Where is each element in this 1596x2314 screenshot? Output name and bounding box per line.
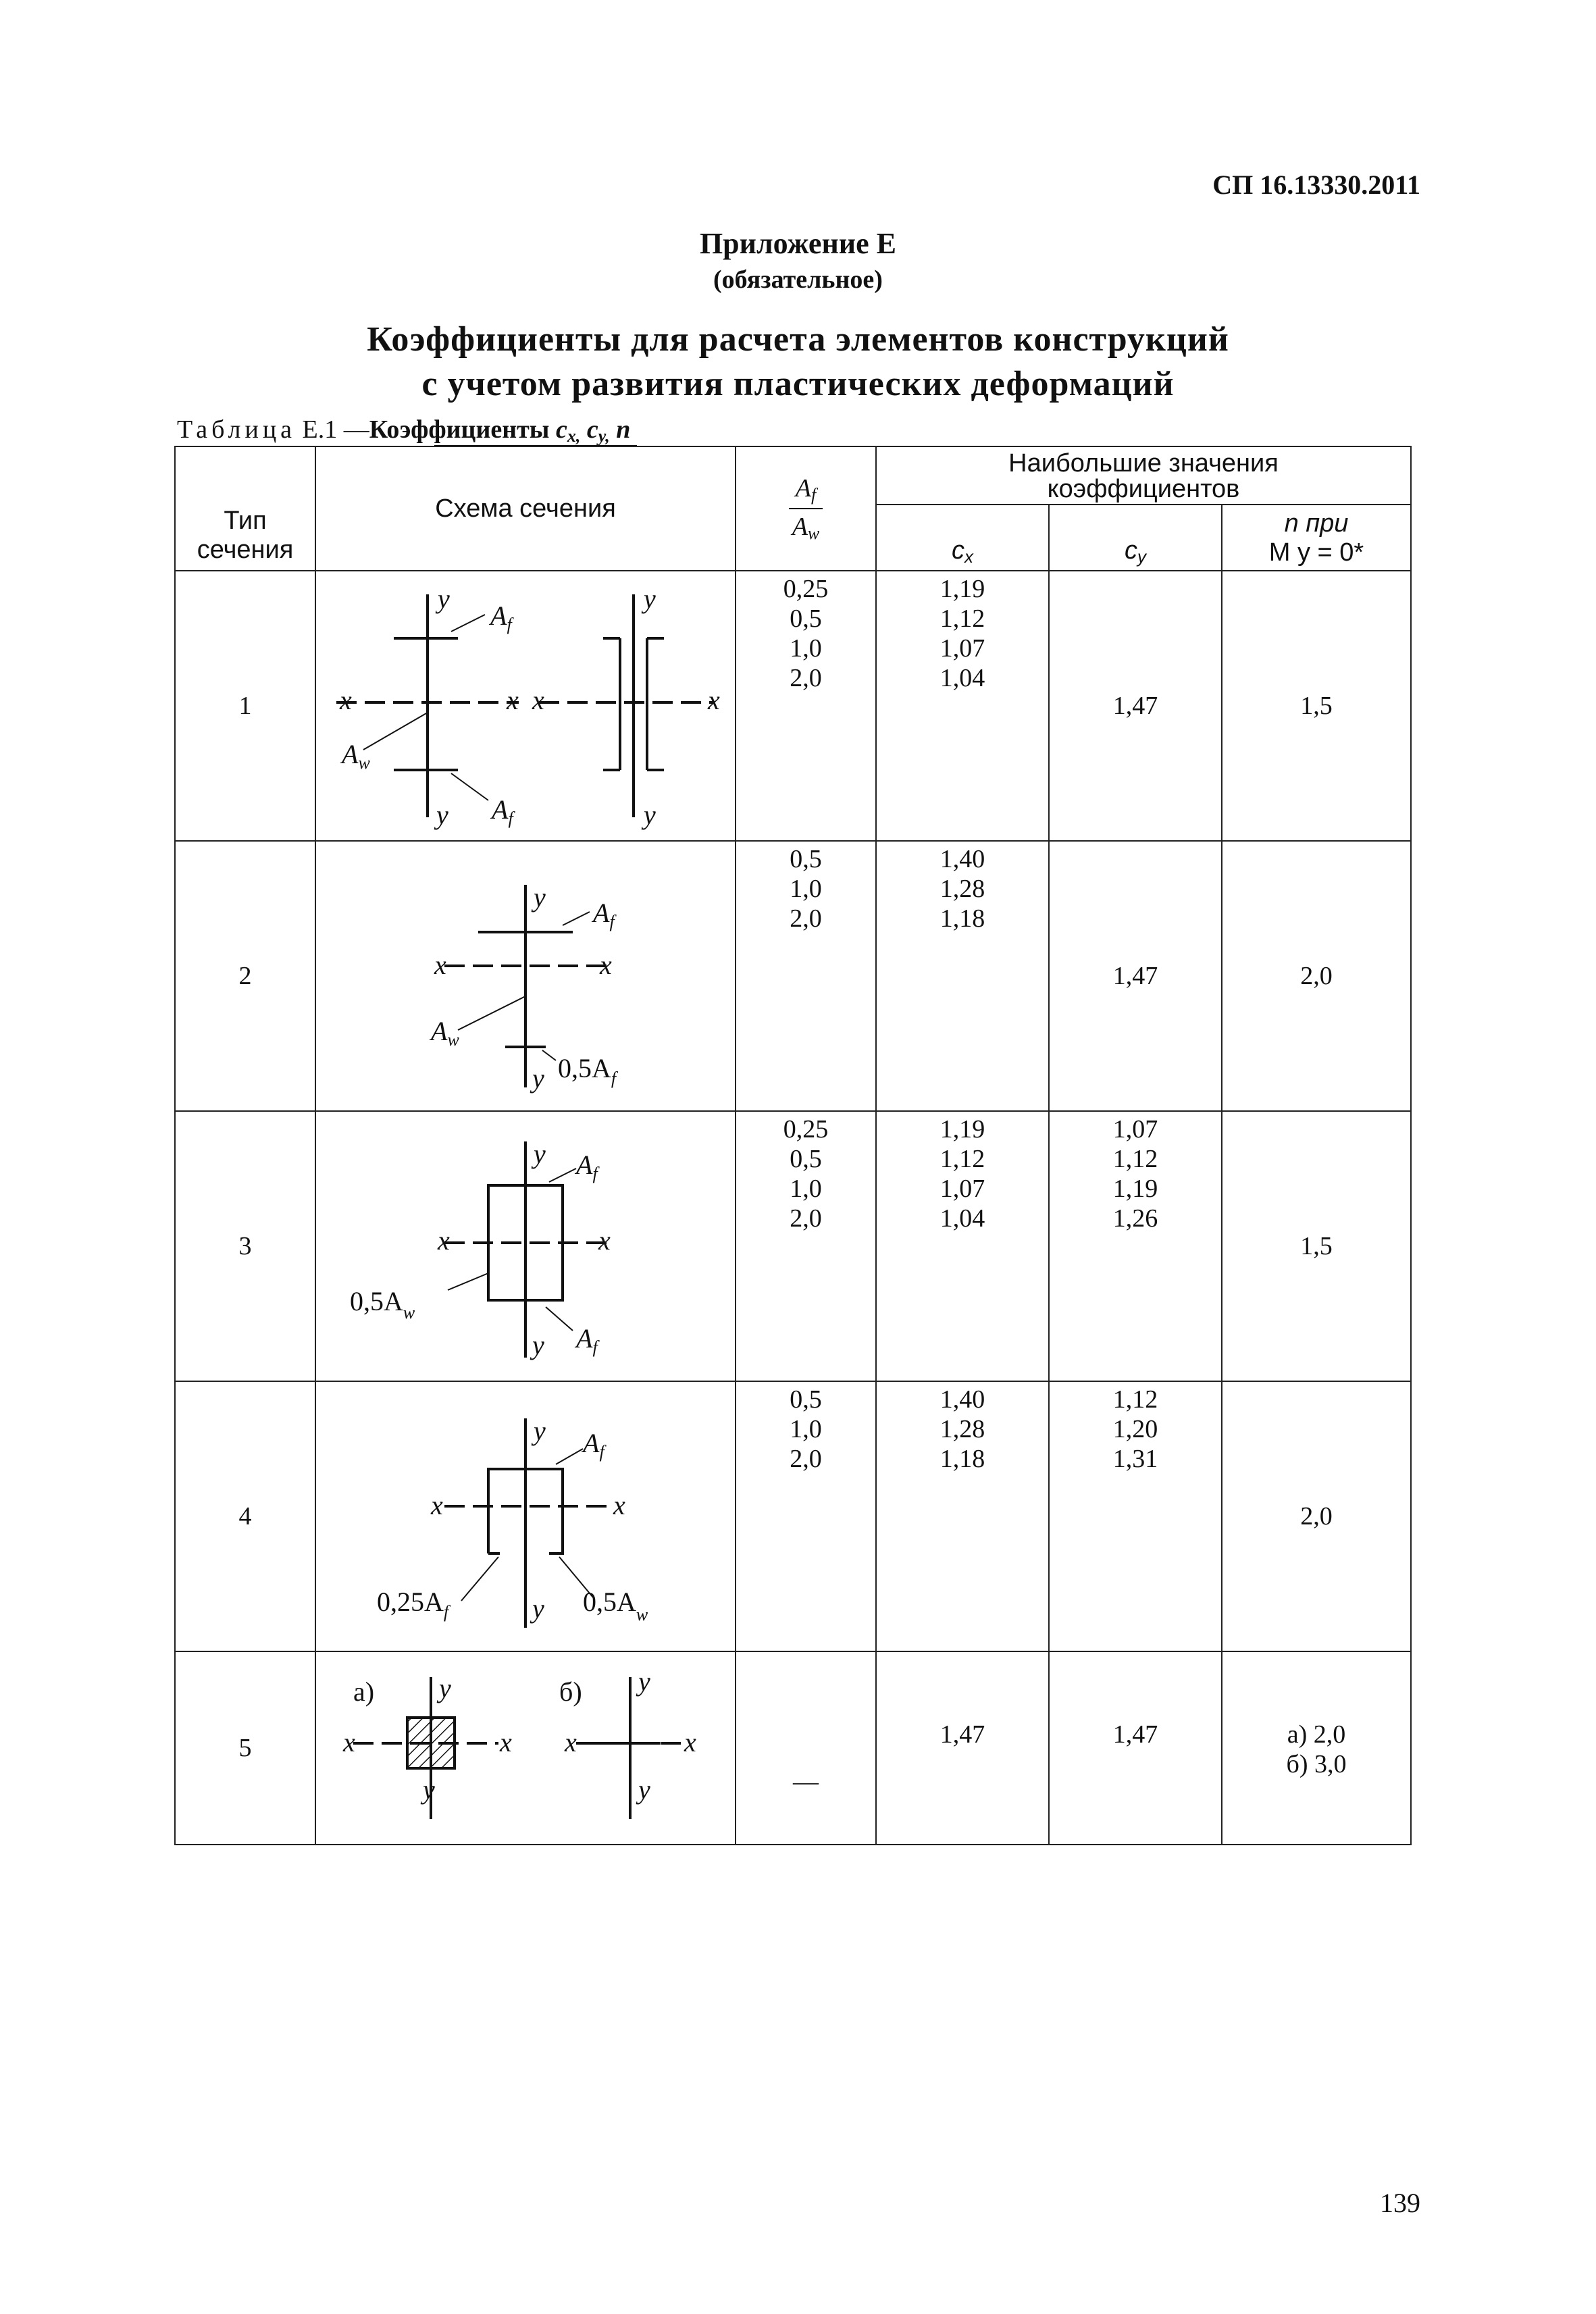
scheme-2-half-af: $0,5A_f$ [558,1053,617,1088]
scheme-1-axis-x-left-2: x [532,685,544,715]
table-row [175,571,1411,841]
row-5-n [1222,1651,1411,1845]
header-type: Тип сечения [175,446,315,571]
scheme-3-axis-x-left: x [438,1225,450,1256]
scheme-2-axis-x-left: x [434,950,446,980]
scheme-5-b-axis-y-bottom: y [638,1774,650,1805]
row-3-cy: 1,07 1,12 1,19 1,26 [1049,1111,1222,1381]
scheme-5-a-axis-y-bottom: y [423,1774,435,1805]
header-cx: $c_x$ [876,505,1049,571]
scheme-3-af-bottom: $A_f$ [576,1323,598,1357]
scheme-1-axis-y-top-right: y [644,584,656,614]
row-4-cx: 1,40 1,28 1,18 [876,1381,1049,1651]
table-caption-n: n [616,415,631,444]
row-4-n: 2,0 [1222,1381,1411,1651]
row-2-cx: 1,40 1,28 1,18 [876,841,1049,1111]
row-5-type: 5 [175,1651,315,1845]
row-2-scheme [315,841,736,1111]
row-3-type: 3 [175,1111,315,1381]
scheme-2-diagram [323,844,728,1101]
coefficients-table [174,446,1412,1845]
scheme-4-af: $A_f$ [583,1428,604,1462]
scheme-5-a-axis-x-right: x [500,1727,512,1757]
row-5-n-a: а) 2,0 [1287,1720,1346,1749]
table-caption-text: Коэффициенты [369,415,550,444]
document-code: СП 16.13330.2011 [1212,170,1420,200]
row-3-n: 1,5 [1222,1111,1411,1381]
scheme-2-axis-y-bottom: y [532,1063,544,1094]
row-3-ratio: 0,25 0,5 1,0 2,0 [736,1111,876,1381]
row-1-scheme [315,571,736,841]
table-caption-dash: — [343,415,369,444]
scheme-4-half-aw: $0,5A_w$ [583,1587,648,1624]
row-1-n: 1,5 [1222,571,1411,841]
scheme-3-axis-y-bottom: y [532,1330,544,1360]
scheme-5-diagram [323,1657,728,1832]
row-1-ratio: 0,25 0,5 1,0 2,0 [736,571,876,841]
table-row [175,1381,1411,1651]
row-1-type: 1 [175,571,315,841]
row-4-scheme [315,1381,736,1651]
scheme-3-axis-y-top: y [534,1139,546,1169]
scheme-4-axis-x-right: x [613,1490,625,1520]
scheme-4-diagram [323,1385,728,1641]
header-scheme: Схема сечения [315,446,736,571]
scheme-5-label-b: б) [559,1676,582,1707]
scheme-5-b-axis-x-left: x [565,1727,577,1757]
appendix-note: (обязательное) [713,265,883,294]
scheme-4-axis-x-left: x [431,1490,443,1520]
scheme-3-diagram [323,1114,728,1371]
row-2-cy: 1,47 [1049,841,1222,1111]
table-caption [177,415,637,446]
table-caption-cy-sub: y, [598,426,610,446]
main-title-line-1: Коэффициенты для расчета элементов конструкций [367,320,1229,359]
main-title [0,317,1596,407]
row-4-type: 4 [175,1381,315,1651]
scheme-2-aw: $A_w$ [431,1016,459,1050]
scheme-4-axis-y-bottom: y [532,1593,544,1624]
scheme-2-axis-x-right: x [600,950,612,980]
table-caption-cx: c [555,415,567,444]
header-max-values: Наибольшие значения коэффициентов [876,446,1411,505]
scheme-5-a-axis-x-left: x [343,1727,355,1757]
scheme-1-af-top: $A_f$ [490,600,512,634]
scheme-5-b-axis-y-top: y [638,1666,650,1697]
table-caption-cx-sub: x, [567,426,581,446]
row-2-ratio: 0,5 1,0 2,0 [736,841,876,1111]
row-5-ratio: — [736,1651,876,1845]
scheme-1-aw: $A_w$ [342,739,370,773]
scheme-1-axis-x-right-2: x [708,685,720,715]
scheme-4-axis-y-top: y [534,1416,546,1446]
row-1-cx: 1,19 1,12 1,07 1,04 [876,571,1049,841]
table-row [175,1651,1411,1845]
row-3-scheme [315,1111,736,1381]
table-caption-prefix: Таблица [177,415,297,444]
header-n: n при M y = 0* [1222,505,1411,571]
scheme-5-b-axis-x-right: x [684,1727,696,1757]
row-5-n-b: б) 3,0 [1286,1750,1347,1778]
scheme-2-af: $A_f$ [593,898,615,931]
scheme-1-axis-y-top-left: y [438,584,450,614]
scheme-1-axis-x-left: x [340,685,352,715]
header-ratio: $\frac{A_f}{A_w}$ [736,446,876,571]
scheme-3-axis-x-right: x [598,1225,611,1256]
table-row [175,841,1411,1111]
scheme-1-axis-x-right: x [507,685,519,715]
row-2-type: 2 [175,841,315,1111]
main-title-line-2: с учетом развития пластических деформаций [421,365,1175,403]
row-4-ratio: 0,5 1,0 2,0 [736,1381,876,1651]
row-1-cy: 1,47 [1049,571,1222,841]
scheme-1-axis-y-bottom-right: y [644,800,656,830]
row-5-scheme [315,1651,736,1845]
page-number: 139 [1380,2188,1420,2218]
scheme-4-quarter-af: $0,25A_f$ [377,1587,449,1622]
table-caption-cy: c [586,415,598,444]
row-4-cy: 1,12 1,20 1,31 [1049,1381,1222,1651]
scheme-1-axis-y-bottom-left: y [436,800,448,830]
scheme-3-half-aw: $0,5A_w$ [350,1286,415,1322]
row-3-cx: 1,19 1,12 1,07 1,04 [876,1111,1049,1381]
table-row [175,1111,1411,1381]
scheme-3-af-top: $A_f$ [576,1150,598,1183]
row-2-n: 2,0 [1222,841,1411,1111]
row-5-cy: 1,47 [1049,1651,1222,1845]
scheme-2-axis-y-top: y [534,882,546,912]
scheme-1-diagram [323,574,728,831]
scheme-1-af-bottom: $A_f$ [492,794,513,828]
header-cy: $c_y$ [1049,505,1222,571]
scheme-5-label-a: а) [353,1676,375,1707]
row-5-cx: 1,47 [876,1651,1049,1845]
scheme-5-a-axis-y-top: y [439,1673,451,1703]
appendix-title: Приложение Е [699,227,897,260]
table-caption-number: Е.1 [302,415,338,444]
